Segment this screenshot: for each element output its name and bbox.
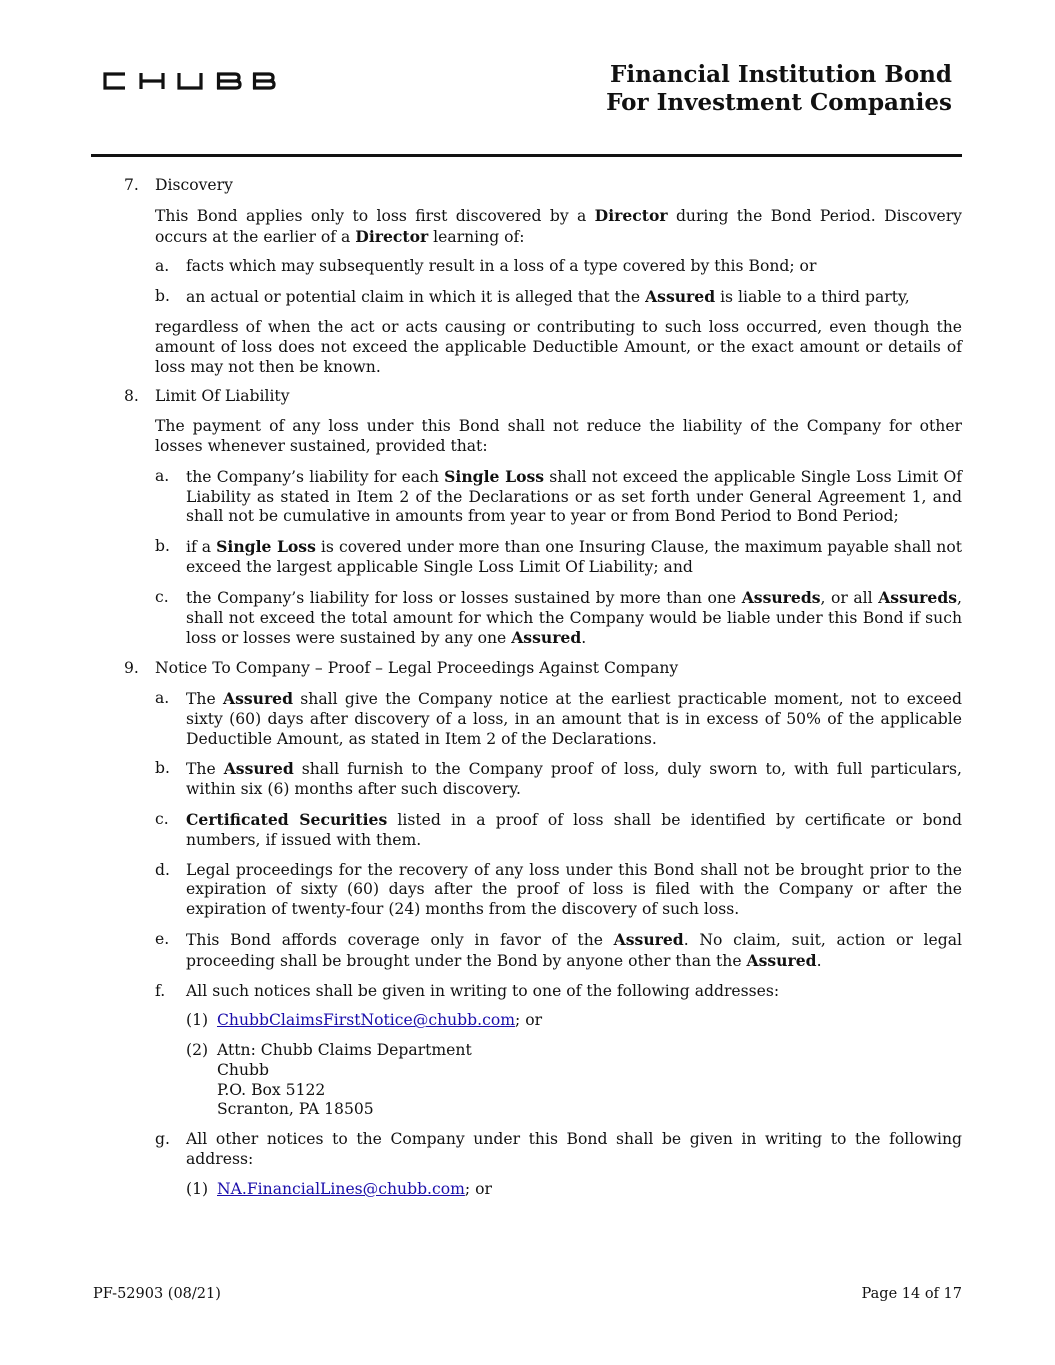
form-number: PF-52903 (08/21) [93,1286,221,1302]
section-7-item-a: a. facts which may subsequently result in a loss of a type covered by this Bond; or [155,257,817,276]
section-7-item-b: b. an actual or potential claim in which it is alleged that the Assured is liable to a third party, [155,287,910,307]
section-8-item-c: c. the Company’s liability for loss or losses sustained by more than one Assureds, or all Assureds, shall not exceed the total amount for which the Company would be liable under this Bond if such loss or losses were sustained by any one Assured. [155,587,962,648]
address-1: (1) ChubbClaimsFirstNotice@chubb.com; or [186,1011,543,1030]
title-line-2: For Investment Companies [606,89,952,116]
document-title [606,61,952,117]
section-9-item-g: g. All other notices to the Company under this Bond shall be given in writing to the following address: [155,1130,962,1169]
section-number: 7. [124,176,139,194]
page-number: Page 14 of 17 [861,1286,962,1302]
section-8-item-a: a. the Company’s liability for each Single Loss shall not exceed the applicable Single Loss Limit Of Liability as stated in Item 2 of the Declarations or as set forth under General Agreement 1, and shall not be cumulative in amounts from year to year or from Bond Period to Bond Period; [155,466,962,526]
document-body [124,176,962,1210]
section-number: 8. [124,387,139,406]
section-8-paragraph-1: The payment of any loss under this Bond shall not reduce the liability of the Company for other losses whenever sustained, provided that: [155,417,962,455]
address-2: (2) Attn: Chubb Claims Department Chubb P.O. Box 5122 Scranton, PA 18505 [186,1041,472,1119]
section-title: Limit Of Liability [155,387,290,406]
title-line-1: Financial Institution Bond [610,61,952,88]
section-9-item-a: a. The Assured shall give the Company notice at the earliest practicable moment, not to exceed sixty (60) days after discovery of a loss, in an amount that is in excess of 50% of the applicable Deductible Amount, as stated in Item 2 of the Declarations. [155,688,962,748]
section-9-item-e: e. This Bond affords coverage only in favor of the Assured. No claim, suit, action or legal proceeding shall be brought under the Bond by anyone other than the Assured. [155,929,962,970]
chubb-logo [101,71,276,91]
section-title: Discovery [155,176,233,194]
address-g1: (1) NA.FinancialLines@chubb.com; or [186,1179,492,1198]
section-9-item-f: f. All such notices shall be given in writing to one of the following addresses: [155,981,780,1000]
section-number: 9. [124,659,139,678]
section-7-paragraph-2: regardless of when the act or acts causing or contributing to such loss occurred, even though the amount of loss does not exceed the applicable Deductible Amount, or the exact amount or details of loss may not then be known. [155,317,962,376]
section-9-heading [124,659,962,679]
section-9-item-c: c. Certificated Securities listed in a proof of loss shall be identified by certificate or bond numbers, if issued with them. [155,809,962,849]
section-7-paragraph-1: This Bond applies only to loss first discovered by a Director during the Bond Period. Discovery occurs at the earlier of a Director learning of: [155,205,962,246]
claims-email-link[interactable]: ChubbClaimsFirstNotice@chubb.com [217,1011,515,1030]
section-9-item-b: b. The Assured shall furnish to the Company proof of loss, duly sworn to, with full particulars, within six (6) months after such discovery. [155,759,962,799]
section-8-item-b: b. if a Single Loss is covered under more than one Insuring Clause, the maximum payable shall not exceed the largest applicable Single Loss Limit Of Liability; and [155,537,962,576]
section-8-heading [124,387,962,407]
section-7-heading [124,176,962,196]
header-divider [91,154,962,157]
financial-lines-email-link[interactable]: NA.FinancialLines@chubb.com [217,1179,465,1198]
section-title: Notice To Company – Proof – Legal Proceedings Against Company [155,659,679,678]
section-9-item-d: d. Legal proceedings for the recovery of any loss under this Bond shall not be brought prior to the expiration of sixty (60) days after the proof of loss is filed with the Company or after the expiration of twenty-four (24) months from the discovery of such loss. [155,860,962,919]
chubb-logo-mark [101,71,276,91]
